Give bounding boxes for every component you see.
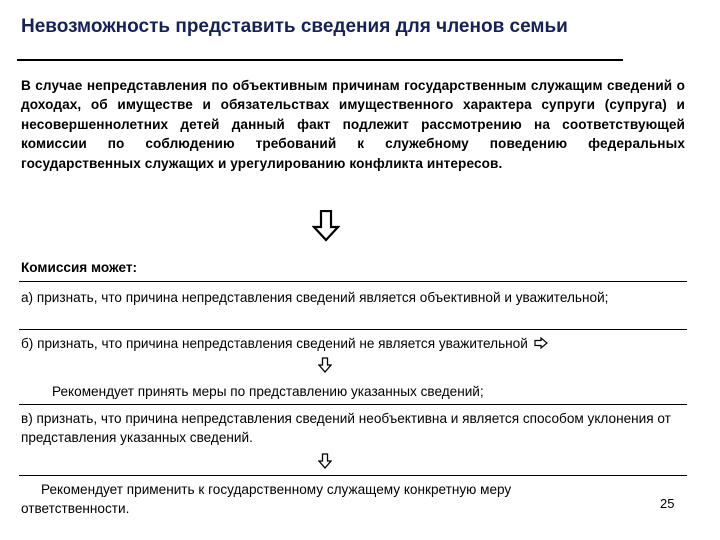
section-divider: [19, 475, 687, 476]
option-a: а) признать, что причина непредставления сведений является объективной и уважительной;: [21, 290, 609, 305]
down-arrow-icon: [318, 357, 332, 373]
section-divider: [19, 329, 687, 330]
option-b: [21, 334, 685, 353]
down-arrow-icon: [312, 210, 340, 242]
page-number: 25: [660, 496, 675, 511]
commission-heading: Комиссия может:: [21, 260, 138, 275]
slide-title: Невозможность представить сведения для членов семьи: [21, 16, 568, 37]
section-divider: [19, 404, 687, 405]
option-c: в) признать, что причина непредставления сведений необъективна и является способом уклонения от представления указанных сведений.: [21, 411, 671, 446]
intro-paragraph: В случае непредставления по объективным причинам государственным служащим сведений о доходах, об имуществе и обязательствах имущественного характера супруги (супруга) и несовершеннолетних детей данный факт подлежит рассмотрению на соответствующей комиссии по соблюдению требований к служебному поведению федеральных государственных служащих и урегулированию конфликта интересов.: [21, 78, 685, 171]
right-arrow-icon: [534, 337, 548, 349]
recommendation-c: Рекомендует применить к государственному служащему конкретную меру ответственности.: [21, 482, 512, 517]
option-b-text: б) признать, что причина непредставления сведений не является уважительной: [21, 336, 528, 351]
recommendation-b: Рекомендует принять меры по представлению указанных сведений;: [52, 384, 484, 399]
down-arrow-icon: [318, 453, 332, 469]
section-divider: [19, 281, 687, 282]
title-underline: [17, 59, 623, 61]
